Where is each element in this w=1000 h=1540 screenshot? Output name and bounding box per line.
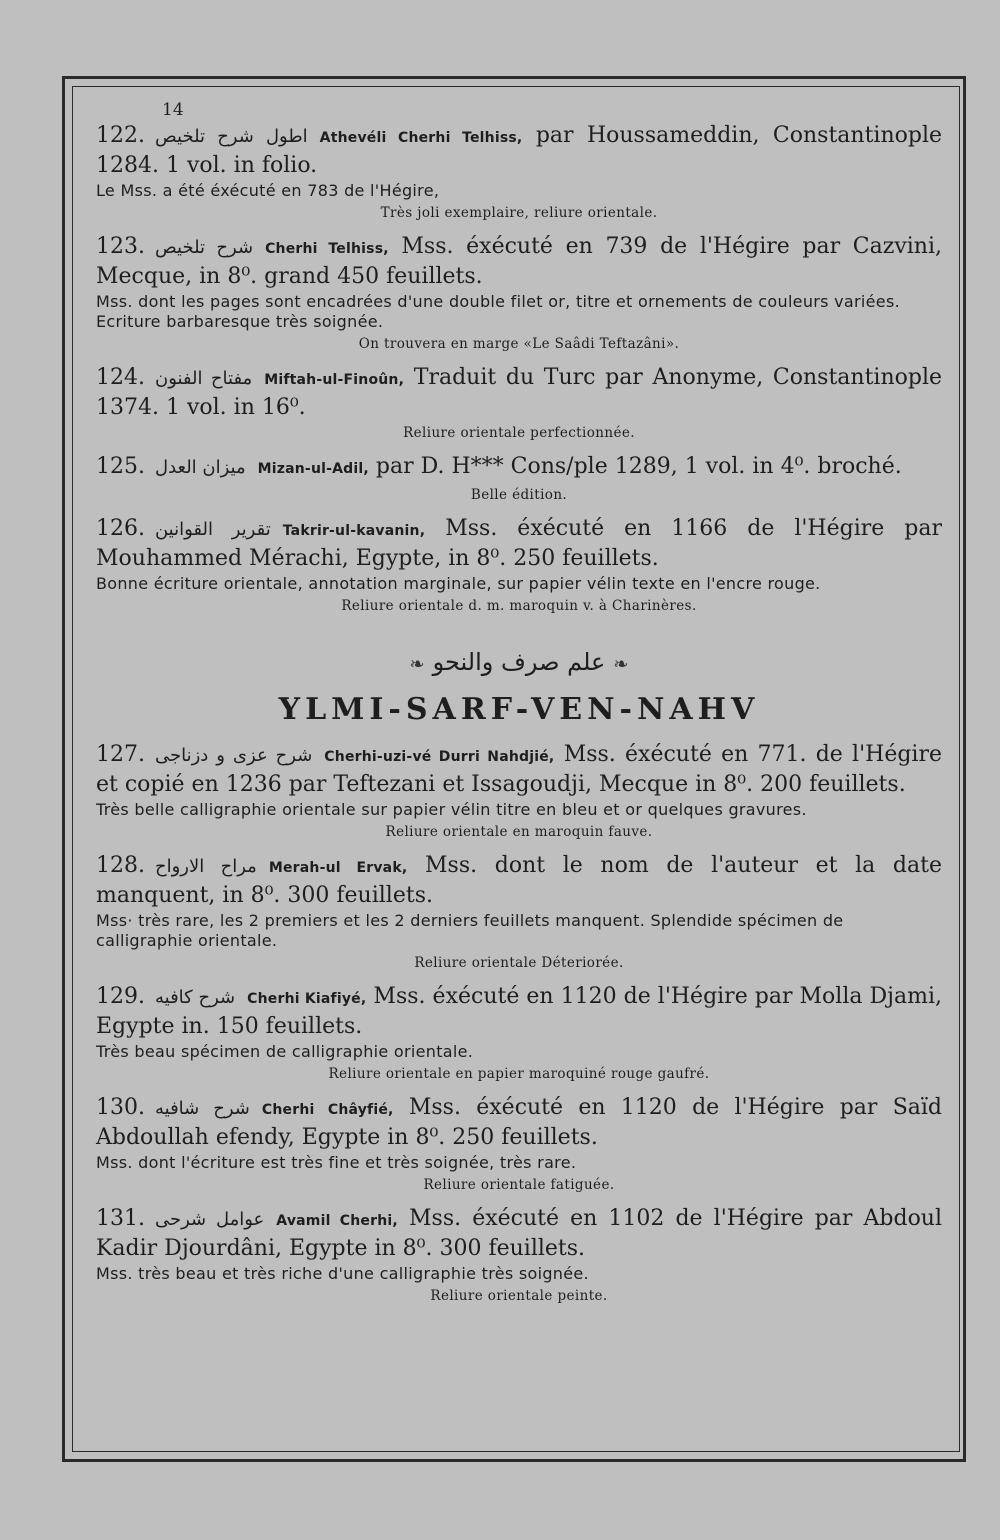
entry-binding: Reliure orientale fatiguée. bbox=[423, 1177, 615, 1193]
entry-number: 131. bbox=[96, 1206, 145, 1231]
entry-note: Mss. très beau et très riche d'une calligraphie très soignée. bbox=[96, 1264, 589, 1283]
arabic-title: شرح كافيه bbox=[154, 987, 236, 1008]
entry-description: Mss. éxécuté en 1102 de l'Hégire par Abdoul Kadir Djourdâni, Egypte in 8⁰. 300 feuillets. bbox=[96, 1206, 943, 1261]
catalog-entry bbox=[96, 1094, 942, 1193]
arabic-title: شرح عزى و دزناجى bbox=[154, 745, 313, 766]
catalog-entry bbox=[96, 741, 942, 840]
entry-description: par Houssameddin, Constantinople 1284. 1 vol. in folio. bbox=[96, 123, 942, 178]
entry-title: Cherhi Châyfié, bbox=[261, 1102, 394, 1118]
entry-description: par D. H*** Cons/ple 1289, 1 vol. in 4⁰. broché. bbox=[375, 454, 902, 479]
entry-binding: On trouvera en marge «Le Saâdi Teftazâni». bbox=[358, 336, 680, 352]
arabic-title: ميزان العدل bbox=[154, 457, 246, 478]
entry-binding: Reliure orientale d. m. maroquin v. à Charinères. bbox=[341, 598, 697, 614]
entry-title: Cherhi Kiafiyé, bbox=[247, 991, 367, 1007]
entry-title: Cherhi Telhiss, bbox=[265, 241, 389, 257]
arabic-title: تقرير القوانين bbox=[154, 519, 271, 540]
entry-number: 129. bbox=[96, 984, 145, 1009]
arabic-title: عوامل شرحى bbox=[154, 1209, 265, 1230]
catalog-entry bbox=[96, 364, 942, 441]
arabic-title: اطول شرح تلخيص bbox=[154, 126, 308, 147]
entry-description: Mss. éxécuté en 1166 de l'Hégire par Mouhammed Mérachi, Egypte, in 8⁰. 250 feuillets. bbox=[96, 516, 943, 571]
entry-binding: Reliure orientale peinte. bbox=[430, 1288, 608, 1304]
catalog-entry bbox=[96, 122, 942, 221]
entry-number: 122. bbox=[96, 123, 145, 148]
arabic-title: شرح شافيه bbox=[154, 1098, 250, 1119]
section-arabic-heading bbox=[96, 648, 942, 676]
entry-binding: Reliure orientale Déteriorée. bbox=[414, 955, 624, 971]
section-title: YLMI-SARF-VEN-NAHV bbox=[278, 692, 760, 727]
entry-note: Le Mss. a été éxécuté en 783 de l'Hégire, bbox=[96, 181, 440, 200]
catalog-entry bbox=[96, 233, 942, 352]
catalog-entry bbox=[96, 852, 942, 971]
entry-note: Mss. dont les pages sont encadrées d'une double filet or, titre et ornements de couleurs variées. Ecriture barbaresque très soignée. bbox=[96, 292, 900, 331]
entry-binding: Reliure orientale en maroquin fauve. bbox=[385, 824, 653, 840]
entry-description: Mss. dont le nom de l'auteur et la date manquent, in 8⁰. 300 feuillets. bbox=[96, 853, 942, 908]
catalog-entry bbox=[96, 515, 942, 614]
entry-number: 125. bbox=[96, 454, 145, 479]
section-arabic-text: علم صرف والنحو bbox=[432, 648, 606, 676]
arabic-title: شرح تلخيص bbox=[154, 237, 254, 258]
entry-description: Mss. éxécuté en 771. de l'Hégire et copié en 1236 par Teftezani et Issagoudji, Mecque in 8⁰. 200 feuillets. bbox=[96, 742, 942, 797]
entry-title: Athevéli Cherhi Telhiss, bbox=[319, 130, 523, 146]
entry-binding: Très joli exemplaire, reliure orientale. bbox=[380, 205, 658, 221]
entry-note: Mss. dont l'écriture est très fine et très soignée, très rare. bbox=[96, 1153, 577, 1172]
entry-title: Merah-ul Ervak, bbox=[268, 860, 408, 876]
entry-number: 128. bbox=[96, 853, 145, 878]
entry-binding: Belle édition. bbox=[470, 487, 568, 503]
entry-description: Mss. éxécuté en 1120 de l'Hégire par Molla Djami, Egypte in. 150 feuillets. bbox=[96, 984, 942, 1039]
entry-description: Mss. éxécuté en 739 de l'Hégire par Cazvini, Mecque, in 8⁰. grand 450 feuillets. bbox=[96, 234, 942, 289]
entry-binding: Reliure orientale en papier maroquiné rouge gaufré. bbox=[328, 1066, 710, 1082]
arabic-title: مفتاح الفنون bbox=[154, 368, 253, 389]
entry-title: Takrir-ul-kavanin, bbox=[282, 523, 426, 539]
entry-number: 123. bbox=[96, 234, 145, 259]
entry-title: Avamil Cherhi, bbox=[276, 1213, 398, 1229]
entry-number: 124. bbox=[96, 365, 145, 390]
entry-number: 126. bbox=[96, 516, 145, 541]
catalog-entry bbox=[96, 1205, 942, 1304]
ornament-left-icon: ❧ bbox=[409, 654, 425, 675]
arabic-title: مراح الارواح bbox=[154, 856, 257, 877]
page-number: 14 bbox=[162, 100, 184, 120]
entry-description: Traduit du Turc par Anonyme, Constantinople 1374. 1 vol. in 16⁰. bbox=[96, 365, 943, 420]
entry-note: Très beau spécimen de calligraphie orientale. bbox=[96, 1042, 474, 1061]
catalog-page bbox=[96, 98, 942, 1316]
entry-title: Miftah-ul-Finoûn, bbox=[264, 372, 405, 388]
entry-title: Cherhi-uzi-vé Durri Nahdjié, bbox=[324, 749, 555, 765]
entry-number: 127. bbox=[96, 742, 145, 767]
ornament-right-icon: ❧ bbox=[613, 654, 629, 675]
entry-note: Très belle calligraphie orientale sur papier vélin titre en bleu et or quelques gravures. bbox=[96, 800, 807, 819]
entry-note: Bonne écriture orientale, annotation marginale, sur papier vélin texte en l'encre rouge. bbox=[96, 574, 821, 593]
entries-group-b bbox=[96, 741, 942, 1304]
catalog-entry bbox=[96, 983, 942, 1082]
entry-number: 130. bbox=[96, 1095, 145, 1120]
entry-title: Mizan-ul-Adil, bbox=[257, 461, 369, 477]
entry-description: Mss. éxécuté en 1120 de l'Hégire par Saïd Abdoullah efendy, Egypte in 8⁰. 250 feuillets. bbox=[96, 1095, 942, 1150]
catalog-entry bbox=[96, 453, 942, 503]
entry-binding: Reliure orientale perfectionnée. bbox=[403, 425, 635, 441]
entry-note: Mss· très rare, les 2 premiers et les 2 derniers feuillets manquent. Splendide spécimen de calligraphie orientale. bbox=[96, 911, 844, 950]
entries-group-a bbox=[96, 122, 942, 614]
